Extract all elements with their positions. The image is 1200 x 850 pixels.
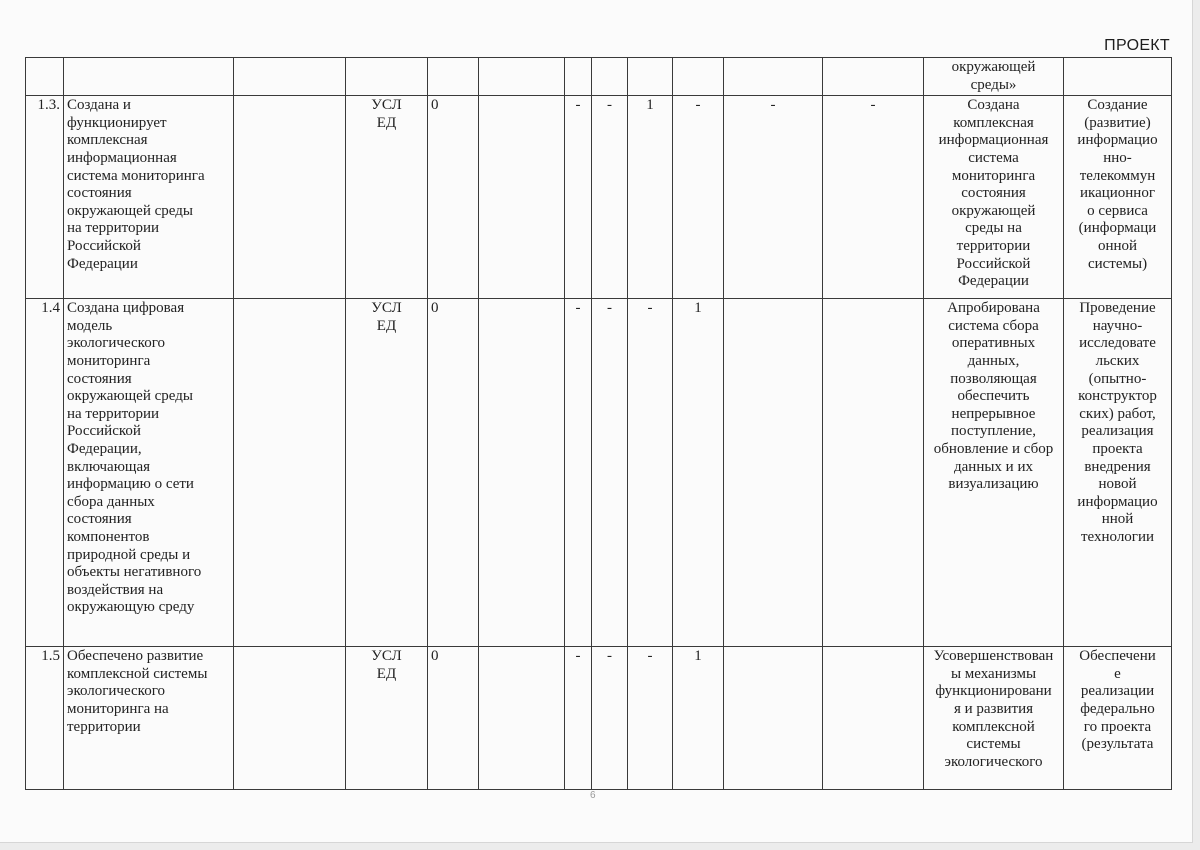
- cell-num: [26, 58, 64, 96]
- table-row: [26, 96, 1172, 299]
- cell-year-5: [724, 58, 823, 96]
- cell-blank: [479, 96, 565, 299]
- cell-year-3: -: [628, 299, 673, 647]
- cell-year-6: [823, 58, 924, 96]
- cell-unit: УСЛ ЕД: [346, 647, 428, 790]
- table-row: [26, 299, 1172, 647]
- cell-year-5: [724, 299, 823, 647]
- cell-year-6: -: [823, 96, 924, 299]
- cell-type: Проведение научно- исследовате льских (опытно- конструктор ских) работ, реализация проекта внедрения новой информацио нной технологии: [1064, 299, 1172, 647]
- cell-year-3: -: [628, 647, 673, 790]
- cell-year-6: [823, 647, 924, 790]
- cell-num: 1.3.: [26, 96, 64, 299]
- cell-title: Обеспечено развитие комплексной системы экологического мониторинга на территории: [64, 647, 234, 790]
- cell-year-2: -: [592, 96, 628, 299]
- cell-result: Создана комплексная информационная система мониторинга состояния окружающей среды на территории Российской Федерации: [924, 96, 1064, 299]
- table-row-continuation: [26, 58, 1172, 96]
- cell-year-2: -: [592, 299, 628, 647]
- cell-year-2: [592, 58, 628, 96]
- cell-year-6: [823, 299, 924, 647]
- cell-type: [1064, 58, 1172, 96]
- cell-year-4: [673, 58, 724, 96]
- cell-blank: [234, 96, 346, 299]
- cell-base: 0: [428, 96, 479, 299]
- cell-title: Создана и функционирует комплексная информационная система мониторинга состояния окружающей среды на территории Российской Федерации: [64, 96, 234, 299]
- cell-year-1: -: [565, 96, 592, 299]
- cell-blank: [479, 647, 565, 790]
- cell-year-1: [565, 58, 592, 96]
- cell-result: Апробирована система сбора оперативных данных, позволяющая обеспечить непрерывное поступление, обновление и сбор данных и их визуализацию: [924, 299, 1064, 647]
- cell-blank: [479, 58, 565, 96]
- draft-stamp: ПРОЕКТ: [1104, 37, 1170, 54]
- cell-base: [428, 58, 479, 96]
- cell-unit: [346, 58, 428, 96]
- cell-base: 0: [428, 647, 479, 790]
- cell-result: окружающей среды»: [924, 58, 1064, 96]
- cell-blank: [234, 299, 346, 647]
- cell-year-4: 1: [673, 647, 724, 790]
- cell-unit: УСЛ ЕД: [346, 96, 428, 299]
- cell-unit: УСЛ ЕД: [346, 299, 428, 647]
- cell-type: Обеспечени е реализации федерально го проекта (результата: [1064, 647, 1172, 790]
- cell-year-3: [628, 58, 673, 96]
- table-row: [26, 647, 1172, 790]
- cell-blank: [234, 647, 346, 790]
- cell-year-2: -: [592, 647, 628, 790]
- cell-year-5: [724, 647, 823, 790]
- cell-title: [64, 58, 234, 96]
- cell-blank: [479, 299, 565, 647]
- cell-title: Создана цифровая модель экологического мониторинга состояния окружающей среды на территории Российской Федерации, включающая информацию о сети сбора данных состояния компонентов природной среды и объекты негативного воздействия на окружающую среду: [64, 299, 234, 647]
- cell-year-1: -: [565, 299, 592, 647]
- indicators-table: [25, 57, 1172, 790]
- cell-year-4: -: [673, 96, 724, 299]
- page-number: 6: [590, 790, 596, 801]
- cell-type: Создание (развитие) информацио нно- телекоммун икационног о сервиса (информаци онной системы): [1064, 96, 1172, 299]
- cell-blank: [234, 58, 346, 96]
- cell-year-1: -: [565, 647, 592, 790]
- cell-result: Усовершенствован ы механизмы функционировани я и развития комплексной системы экологического: [924, 647, 1064, 790]
- cell-year-3: 1: [628, 96, 673, 299]
- cell-base: 0: [428, 299, 479, 647]
- cell-year-5: -: [724, 96, 823, 299]
- cell-num: 1.4: [26, 299, 64, 647]
- cell-year-4: 1: [673, 299, 724, 647]
- cell-num: 1.5: [26, 647, 64, 790]
